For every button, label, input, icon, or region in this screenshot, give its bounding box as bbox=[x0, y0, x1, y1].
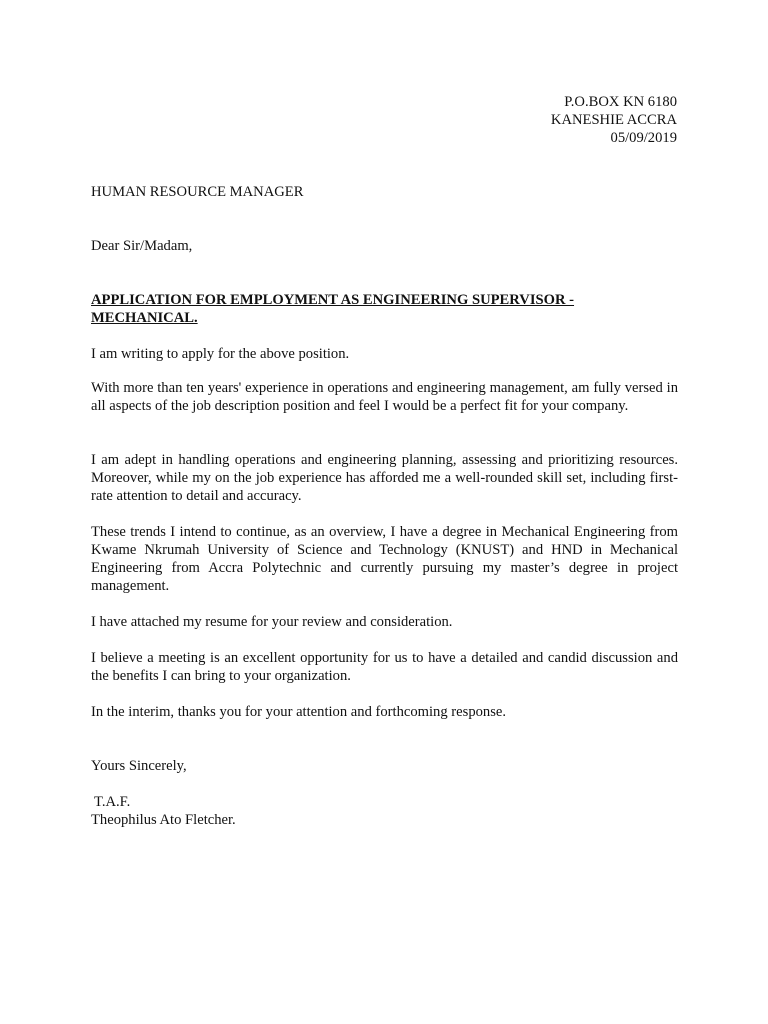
paragraph-5: I have attached my resume for your review and consideration. bbox=[91, 614, 453, 630]
paragraph-4: These trends I intend to continue, as an overview, I have a degree in Mechanical Engineering from Kwame Nkrumah University of Science and Technology (KNUST) and HND in Mechanical Engineering from Accra Polytechnic and currently pursuing my master’s degree in project management. bbox=[91, 524, 678, 594]
recipient: HUMAN RESOURCE MANAGER bbox=[91, 184, 304, 200]
letter-date: 05/09/2019 bbox=[610, 130, 677, 146]
paragraph-6: I believe a meeting is an excellent opportunity for us to have a detailed and candid discussion and the benefits I can bring to your organization. bbox=[91, 650, 678, 684]
paragraph-2: With more than ten years' experience in operations and engineering management, am fully versed in all aspects of the job description position and feel I would be a perfect fit for your company. bbox=[91, 380, 678, 414]
subject-line: APPLICATION FOR EMPLOYMENT AS ENGINEERING SUPERVISOR - MECHANICAL. bbox=[91, 292, 575, 326]
sender-address bbox=[551, 93, 677, 147]
address-line-1: P.O.BOX KN 6180 bbox=[564, 94, 677, 110]
paragraph-3: I am adept in handling operations and engineering planning, assessing and prioritizing resources. Moreover, while my on the job experience has afforded me a well-rounded skill set, including first-rate attention to detail and accuracy. bbox=[91, 452, 678, 504]
closing: Yours Sincerely, bbox=[91, 758, 187, 774]
signature-name: Theophilus Ato Fletcher. bbox=[91, 812, 236, 828]
salutation: Dear Sir/Madam, bbox=[91, 238, 193, 254]
paragraph-1: I am writing to apply for the above position. bbox=[91, 346, 350, 362]
address-line-2: KANESHIE ACCRA bbox=[550, 112, 677, 128]
paragraph-7: In the interim, thanks you for your attention and forthcoming response. bbox=[91, 704, 507, 720]
signature-initials: T.A.F. bbox=[94, 794, 131, 810]
